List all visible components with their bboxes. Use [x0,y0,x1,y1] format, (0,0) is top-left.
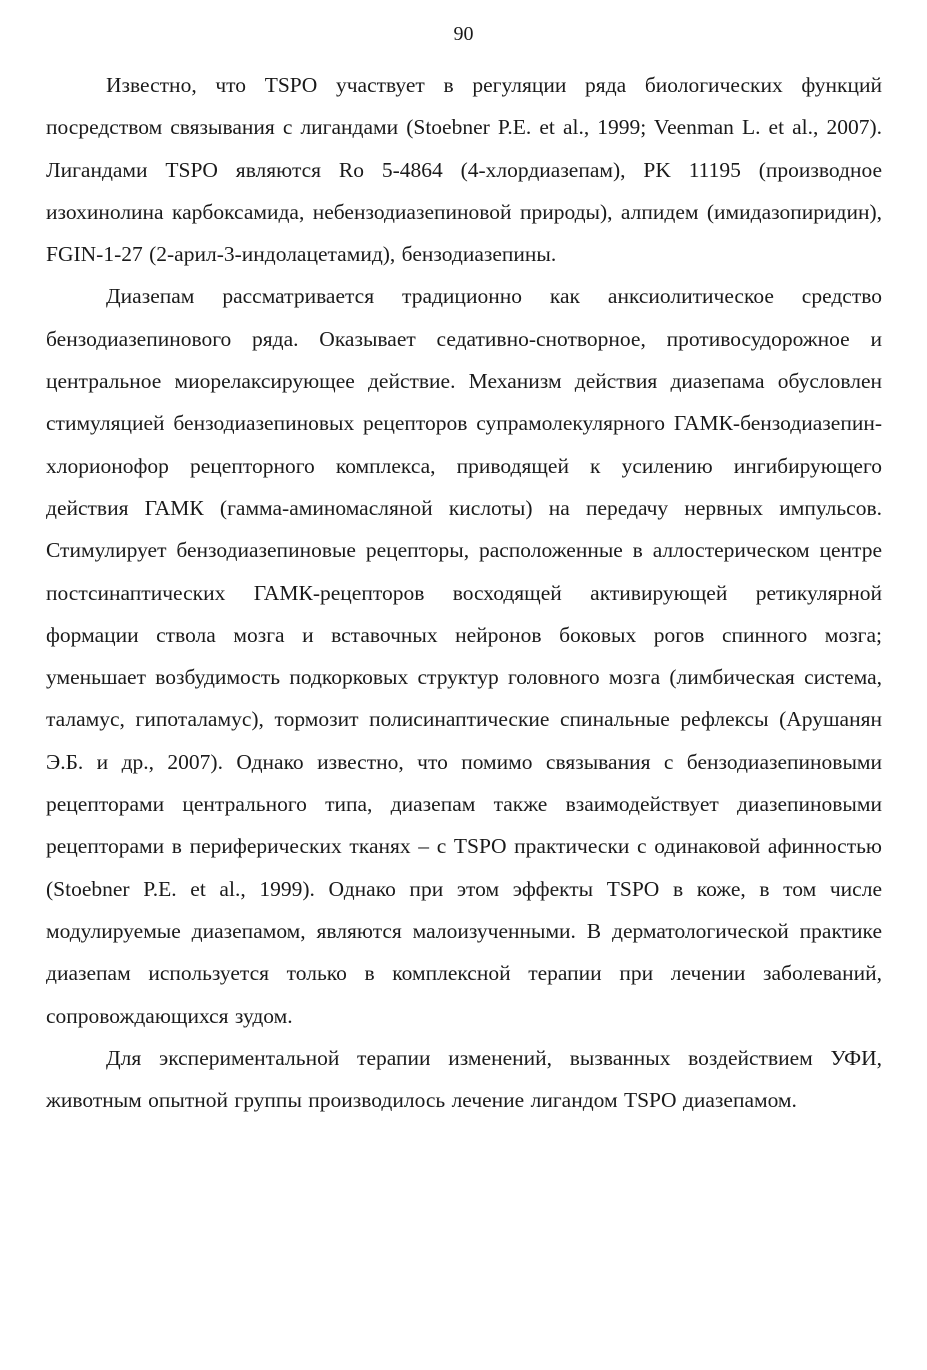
paragraph-experimental-therapy: Для экспериментальной терапии изменений, вызванных воздействием УФИ, животным опытной группы производилось лечение лигандом TSPO диазепамом. [46,1045,882,1113]
body-text [46,64,882,1121]
page-number: 90 [453,23,474,45]
paragraph-diazepam-mechanism: Диазепам рассматривается традиционно как анксиолитическое средство бензодиазепинового ряда. Оказывает седативно-снотворное, противосудорожное и центральное миорелаксирующее действие. Механизм действия диазепама обусловлен стимуляцией бензодиазепиновых рецепторов супрамолекулярного ГАМК-бензодиазепин-хлорионофор рецепторного комплекса, приводящей к усилению ингибирующего действия ГАМК (гамма-аминомасляной кислоты) на передачу нервных импульсов. Стимулирует бензодиазепиновые рецепторы, расположенные в аллостерическом центре постсинаптических ГАМК-рецепторов восходящей активирующей ретикулярной формации ствола мозга и вставочных нейронов боковых рогов спинного мозга; уменьшает возбудимость подкорковых структур головного мозга (лимбическая система, таламус, гипоталамус), тормозит полисинаптические спинальные рефлексы (Арушанян Э.Б. и др., 2007). Однако известно, что помимо связывания с бензодиазепиновыми рецепторами центрального типа, диазепам также взаимодействует диазепиновыми рецепторами в периферических тканях – с TSPO практически с одинаковой афинностью (Stoebner P.E. et al., 1999). Однако при этом эффекты TSPO в коже, в том числе модулируемые диазепамом, являются малоизученными. В дерматологической практике диазепам используется только в комплексной терапии при лечении заболеваний, сопровождающихся зудом. [46,284,882,1028]
paragraph-tspo-ligands: Известно, что TSPO участвует в регуляции ряда биологических функций посредством связывания с лигандами (Stoebner P.E. et al., 1999; Veenman L. et al., 2007). Лигандами TSPO являются Ro 5-4864 (4-хлордиазепам), PK 11195 (производное изохинолина карбоксамида, небензодиазепиновой природы), алпидем (имидазопиридин), FGIN-1-27 (2-арил-3-индолацетамид), бензодиазепины. [46,73,882,267]
